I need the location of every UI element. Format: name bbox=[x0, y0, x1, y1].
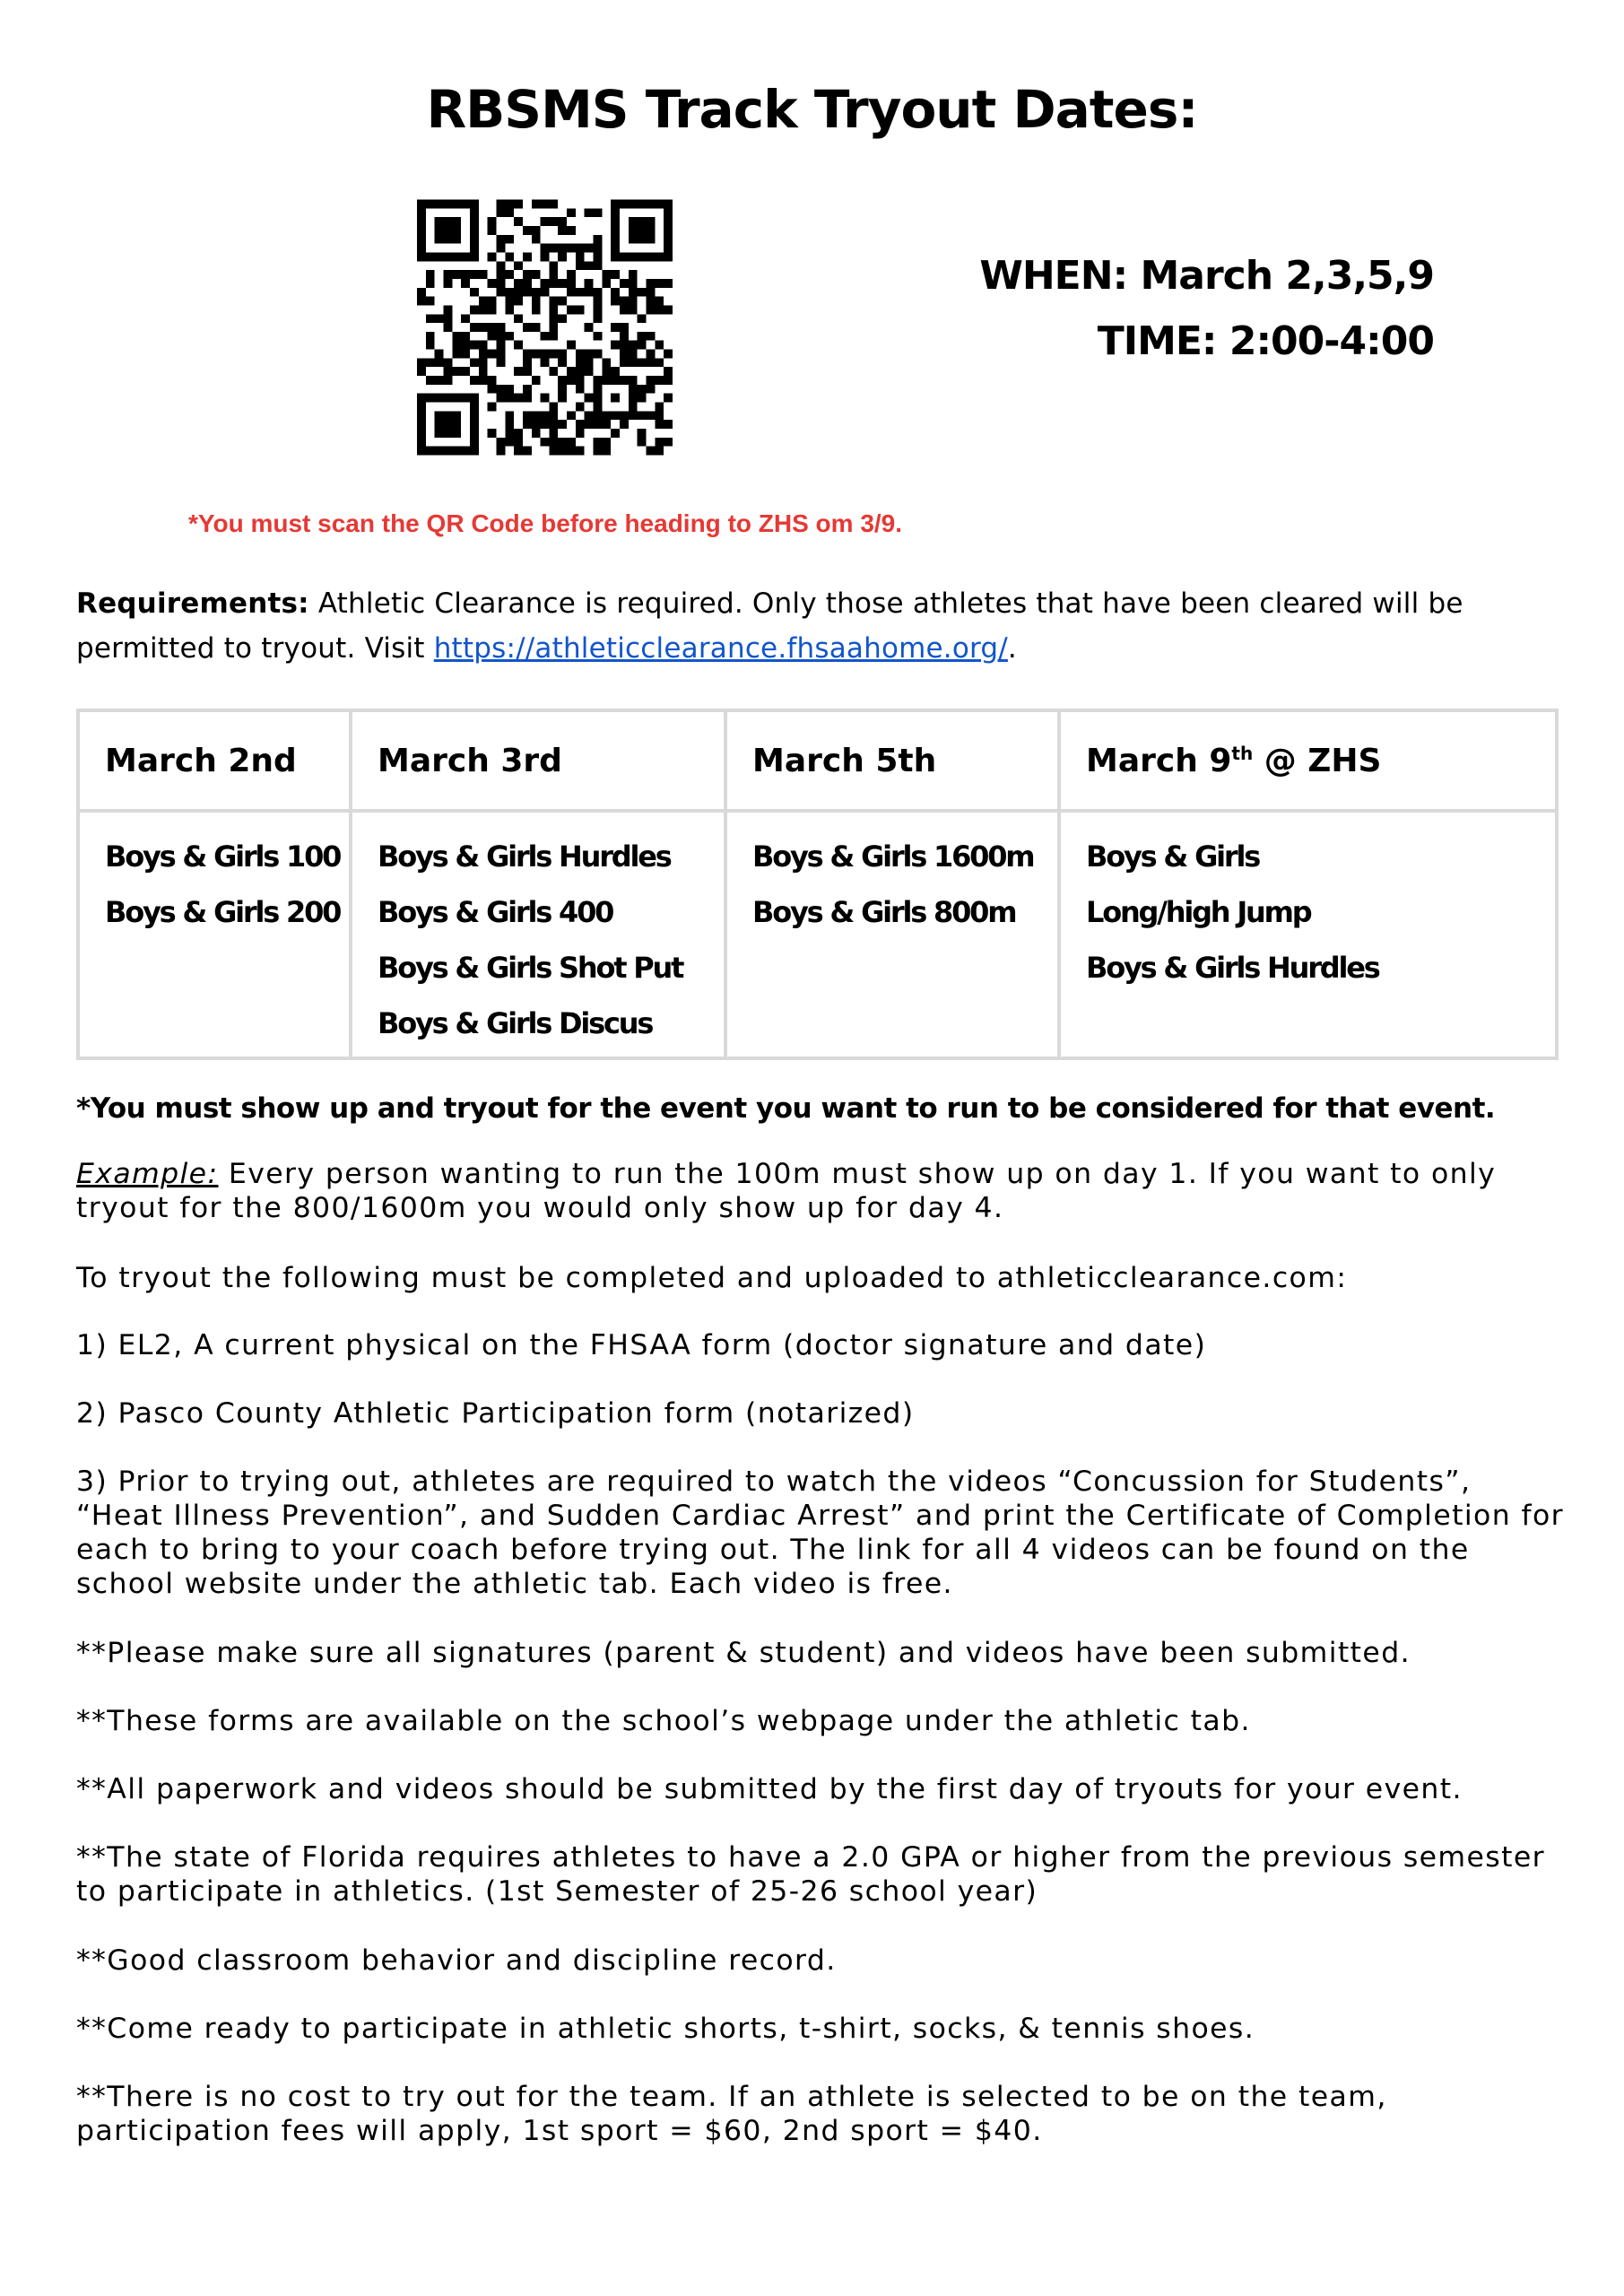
event-item: Boys & Girls Discus bbox=[378, 1006, 653, 1040]
requirements-paragraph bbox=[76, 581, 1556, 671]
example-paragraph bbox=[76, 1157, 1565, 1225]
events-march-9 bbox=[1059, 811, 1557, 1058]
scan-note: *You must scan the QR Code before heading to ZHS om 3/9. bbox=[188, 509, 903, 537]
event-item: Boys & Girls 400 bbox=[378, 895, 613, 929]
event-item: Boys & Girls Shot Put bbox=[378, 951, 683, 985]
tryout-schedule-table bbox=[76, 709, 1559, 1060]
header-march-5: March 5th bbox=[725, 710, 1059, 811]
step-1: 1) EL2, A current physical on the FHSAA form (doctor signature and date) bbox=[76, 1329, 1207, 1361]
table-header-row bbox=[78, 710, 1557, 811]
intro-paragraph: To tryout the following must be completed and uploaded to athleticclearance.com: bbox=[76, 1262, 1348, 1294]
note-behavior: **Good classroom behavior and discipline record. bbox=[76, 1944, 837, 1977]
event-item: Boys & Girls bbox=[1086, 839, 1260, 874]
requirements-end: . bbox=[1007, 632, 1017, 665]
tryout-notice: *You must show up and tryout for the event you want to run to be considered for that event. bbox=[76, 1092, 1496, 1125]
when-dates: WHEN: March 2,3,5,9 bbox=[979, 253, 1434, 299]
qr-code-icon[interactable] bbox=[417, 197, 673, 457]
requirements-label: Requirements: bbox=[76, 587, 309, 620]
event-item: Boys & Girls 1600m bbox=[752, 839, 1034, 874]
event-item: Boys & Girls Hurdles bbox=[1086, 951, 1379, 985]
step-2: 2) Pasco County Athletic Participation form (notarized) bbox=[76, 1397, 915, 1430]
note-signatures: **Please make sure all signatures (parent & student) and videos have been submitted. bbox=[76, 1637, 1411, 1669]
table-row bbox=[78, 811, 1557, 1058]
events-march-5 bbox=[725, 811, 1059, 1058]
page-title: RBSMS Track Tryout Dates: bbox=[426, 79, 1198, 140]
note-attire: **Come ready to participate in athletic shorts, t-shirt, socks, & tennis shoes. bbox=[76, 2013, 1255, 2045]
header-march-9-date: March 9 bbox=[1086, 742, 1232, 779]
note-forms: **These forms are available on the school’s webpage under the athletic tab. bbox=[76, 1705, 1251, 1737]
header-location: @ ZHS bbox=[1253, 742, 1382, 779]
event-item: Boys & Girls 100 bbox=[105, 839, 341, 874]
event-item: Boys & Girls 800m bbox=[752, 895, 1016, 929]
header-march-9 bbox=[1059, 710, 1557, 811]
event-item: Boys & Girls 200 bbox=[105, 895, 341, 929]
example-text: Every person wanting to run the 100m must show up on day 1. If you want to only tryout for the 800/1600m you would only show up for day 4. bbox=[76, 1158, 1497, 1224]
header-superscript: th bbox=[1231, 742, 1254, 764]
example-label: Example: bbox=[76, 1158, 219, 1190]
events-march-3 bbox=[351, 811, 725, 1058]
note-paperwork: **All paperwork and videos should be submitted by the first day of tryouts for your event. bbox=[76, 1773, 1463, 1805]
event-item: Boys & Girls Hurdles bbox=[378, 839, 671, 874]
event-item: Long/high Jump bbox=[1086, 895, 1311, 929]
header-march-3: March 3rd bbox=[351, 710, 725, 811]
events-march-2 bbox=[78, 811, 351, 1058]
note-fees: **There is no cost to try out for the team. If an athlete is selected to be on the team, participation fees will apply, 1st sport = $60, 2nd sport = $40. bbox=[76, 2081, 1387, 2147]
requirements-text: Athletic Clearance is required. Only those athletes that have been cleared will be permitted to tryout. Visit bbox=[76, 587, 1463, 665]
header-march-2: March 2nd bbox=[78, 710, 351, 811]
tryout-time: TIME: 2:00-4:00 bbox=[1097, 318, 1434, 364]
athletic-clearance-link[interactable]: https://athleticclearance.fhsaahome.org/ bbox=[433, 632, 1008, 665]
step-3: 3) Prior to trying out, athletes are required to watch the videos “Concussion for Students”, “Heat Illness Prevention”, and Sudden Cardiac Arrest” and print the Certificate of Completion for each to bring to your coach before trying out. The link for all 4 videos can be found on the school website under the athletic tab. Each video is free. bbox=[76, 1465, 1564, 1600]
note-gpa: **The state of Florida requires athletes to have a 2.0 GPA or higher from the previous semester to participate in athletics. (1st Semester of 25-26 school year) bbox=[76, 1841, 1545, 1908]
